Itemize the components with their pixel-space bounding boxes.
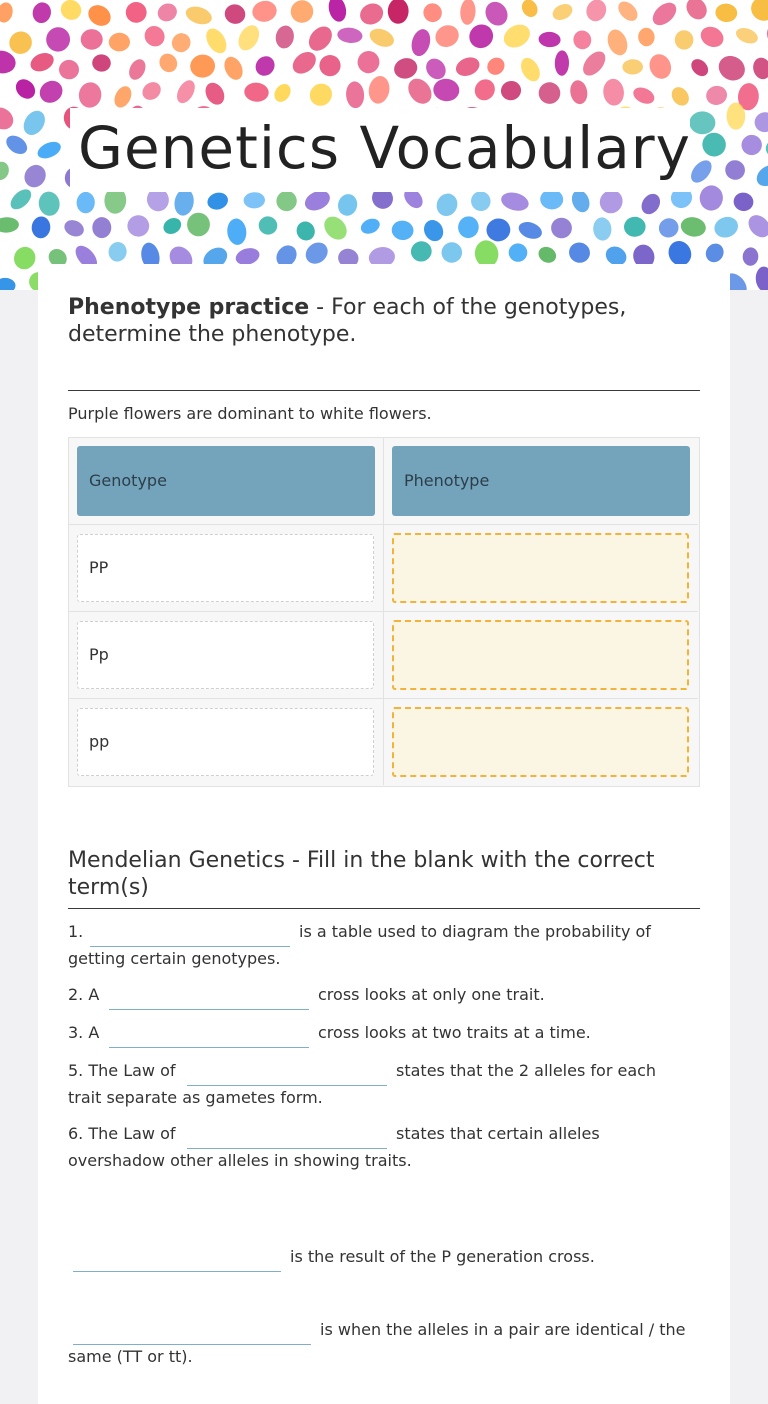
q3-prefix: 3. A [68,1023,100,1042]
paint-dot [81,29,103,50]
q6-blank[interactable] [187,1124,387,1149]
table-row-divider [68,524,698,525]
paint-dot [727,103,746,130]
phenotype-answer-box[interactable] [392,620,689,690]
phenotype-answer-box[interactable] [392,533,689,603]
q1-prefix: 1. [68,922,84,941]
section1-intro: Purple flowers are dominant to white flowers. [68,404,432,423]
section1-heading [68,294,708,348]
genotype-cell: Pp [77,621,374,689]
table-header-genotype: Genotype [77,446,375,516]
q1-blank[interactable] [90,922,290,947]
q6-suffix: states that certain alleles [396,1124,600,1143]
q2-blank[interactable] [109,985,309,1010]
section2-heading: Mendelian Genetics - Fill in the blank with the correct term(s) [68,848,655,900]
q2-suffix: cross looks at only one trait. [318,985,545,1004]
section1-divider [68,390,700,391]
section2-divider [68,908,700,909]
q7-suffix: is the result of the P generation cross. [290,1247,595,1266]
q6-continuation: overshadow other alleles in showing traits. [68,1151,412,1170]
q8-suffix: is when the alleles in a pair are identical / the [320,1320,686,1339]
q8-continuation: same (TT or tt). [68,1347,193,1366]
q2-prefix: 2. A [68,985,100,1004]
q5-prefix: 5. The Law of [68,1061,176,1080]
q5-blank[interactable] [187,1061,387,1086]
q1-continuation: getting certain genotypes. [68,949,281,968]
q3-blank[interactable] [109,1023,309,1048]
table-header-phenotype: Phenotype [392,446,690,516]
q5-suffix: states that the 2 alleles for each [396,1061,657,1080]
q6-prefix: 6. The Law of [68,1124,176,1143]
q3-suffix: cross looks at two traits at a time. [318,1023,591,1042]
q5-continuation: trait separate as gametes form. [68,1088,323,1107]
page-title: Genetics Vocabulary [78,114,691,182]
q8-blank[interactable] [73,1320,311,1345]
worksheet-card [38,264,730,1404]
section1-heading-bold: Phenotype practice [68,295,310,320]
table-row-divider [68,611,698,612]
genotype-cell: PP [77,534,374,602]
q1-suffix: is a table used to diagram the probability of [299,922,651,941]
q7-blank[interactable] [73,1247,281,1272]
section1-heading-rest: - For each of the genotypes, determine the phenotype. [68,295,627,347]
phenotype-answer-box[interactable] [392,707,689,777]
genotype-cell: pp [77,708,374,776]
table-row-divider [68,698,698,699]
